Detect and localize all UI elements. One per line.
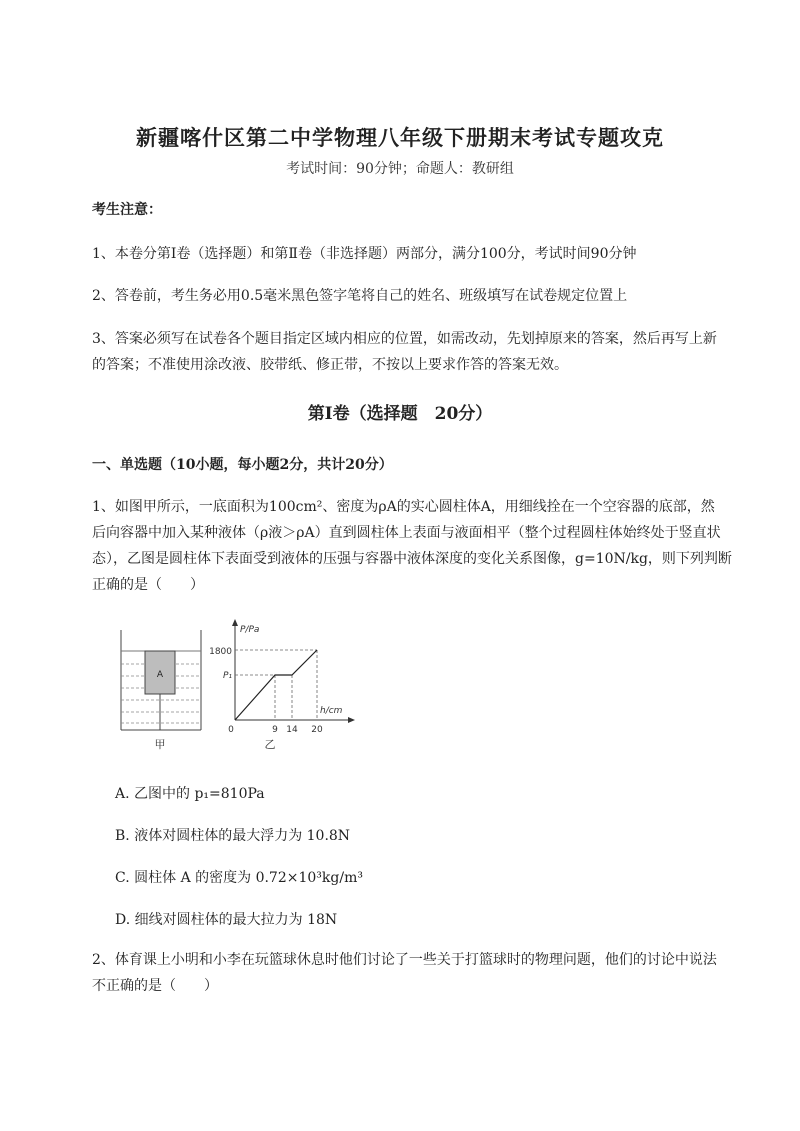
- figure-left-label: 甲: [154, 738, 166, 751]
- y-tick-p1: P₁: [222, 671, 232, 681]
- notice-item-3-line1: 3、答案必须写在试卷各个题目指定区域内相应的位置，如需改动，先划掉原来的答案，然后再写上新: [92, 331, 717, 347]
- y-axis-label: P/Pa: [240, 625, 260, 635]
- q1-option-b[interactable]: B. 液体对圆柱体的最大浮力为 10.8N: [115, 828, 351, 844]
- exam-title: 新疆喀什区第二中学物理八年级下册期末考试专题攻克: [136, 125, 664, 150]
- q1-figure-graph: [200, 614, 360, 756]
- figure-right-label: 乙: [264, 738, 276, 751]
- x-tick-origin: 0: [228, 725, 234, 735]
- notice-item-3-line2: 的答案；不准使用涂改液、胶带纸、修正带，不按以上要求作答的答案无效。: [92, 357, 568, 373]
- pressure-depth-line: [235, 650, 317, 720]
- q1-line-3: 态），乙图是圆柱体下表面受到液体的压强与容器中液体深度的变化关系图像，g=10N/kg，则下列判断: [92, 551, 732, 567]
- q1-figure-container: [118, 620, 208, 755]
- x-tick-20: 20: [311, 725, 323, 735]
- q1-line-4: 正确的是（ ）: [92, 577, 204, 593]
- notice-item-2: 2、答卷前，考生务必用0.5毫米黑色签字笔将自己的姓名、班级填写在试卷规定位置上: [92, 288, 628, 304]
- notice-item-1: 1、本卷分第Ⅰ卷（选择题）和第Ⅱ卷（非选择题）两部分，满分100分，考试时间90分钟: [92, 246, 637, 262]
- q1-option-a[interactable]: A. 乙图中的 p₁=810Pa: [115, 786, 265, 802]
- y-tick-1800: 1800: [209, 647, 232, 657]
- part-heading: 一、单选题（10小题，每小题2分，共计20分）: [92, 457, 393, 473]
- q2-line-2: 不正确的是（ ）: [92, 978, 218, 994]
- notice-heading: 考生注意：: [92, 202, 162, 218]
- section-title: 第Ⅰ卷（选择题 20分）: [307, 404, 493, 424]
- q1-line-2: 后向容器中加入某种液体（ρ液＞ρA）直到圆柱体上表面与液面相平（整个过程圆柱体始终处于竖直状: [92, 525, 721, 541]
- x-tick-9: 9: [272, 725, 278, 735]
- q1-line-1: 1、如图甲所示，一底面积为100cm²、密度为ρA的实心圆柱体A，用细线拴在一个空容器的底部，然: [92, 499, 715, 515]
- cylinder-a-label: A: [156, 670, 164, 680]
- q2-line-1: 2、体育课上小明和小李在玩篮球休息时他们讨论了一些关于打篮球时的物理问题，他们的讨论中说法: [92, 952, 717, 968]
- x-tick-14: 14: [286, 725, 298, 735]
- q1-option-d[interactable]: D. 细线对圆柱体的最大拉力为 18N: [115, 912, 338, 928]
- x-axis-label: h/cm: [320, 706, 343, 716]
- exam-subtitle: 考试时间：90分钟；命题人：教研组: [286, 161, 514, 177]
- q1-option-c[interactable]: C. 圆柱体 A 的密度为 0.72×10³kg/m³: [115, 870, 363, 886]
